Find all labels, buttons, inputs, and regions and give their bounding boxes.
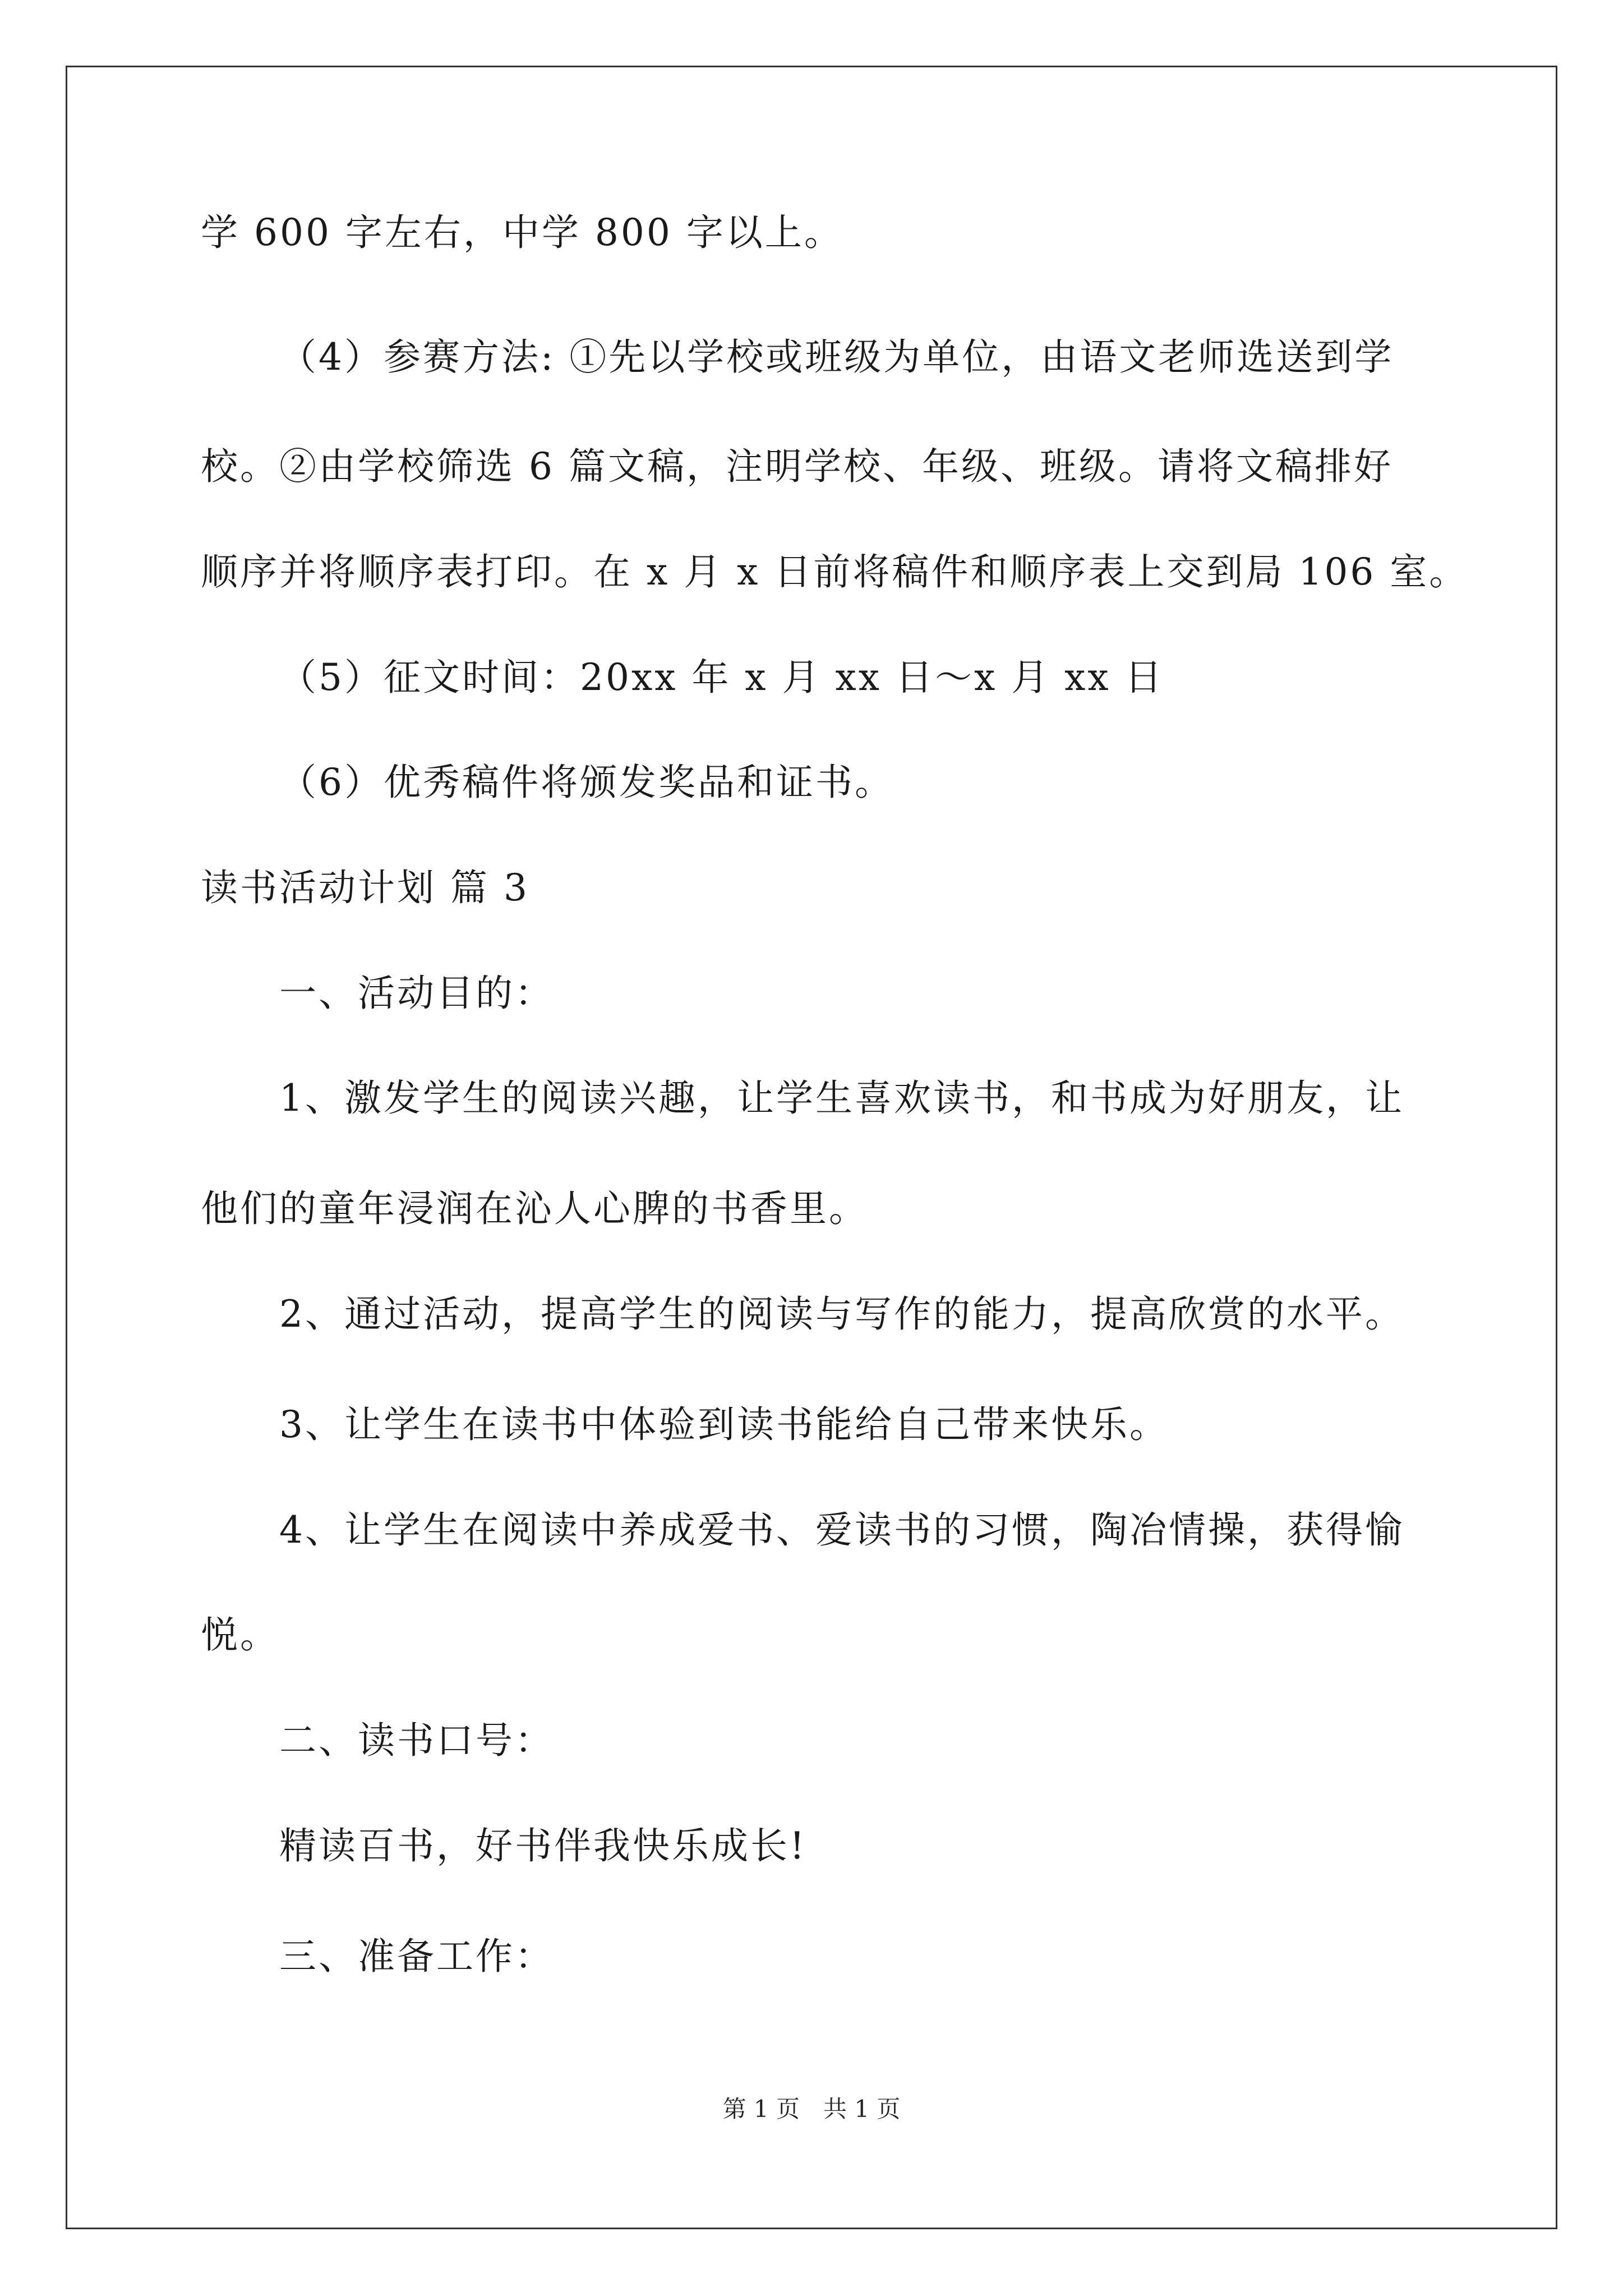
text-line: 悦。 [201,1613,279,1657]
text-line: （4）参赛方法: ①先以学校或班级为单位，由语文老师选送到学 [279,335,1394,379]
text-line: 校。②由学校筛选 6 篇文稿，注明学校、年级、班级。请将文稿排好 [201,445,1393,488]
section-heading: 读书活动计划 篇 3 [201,866,529,909]
text-line: 二、读书口号： [279,1719,554,1762]
text-line: 4、让学生在阅读中养成爱书、爱读书的习惯，陶冶情操，获得愉 [279,1508,1404,1552]
text-line: 1、激发学生的阅读兴趣，让学生喜欢读书，和书成为好朋友，让 [279,1076,1404,1120]
text-line: 一、活动目的： [279,972,554,1015]
text-line: 2、通过活动，提高学生的阅读与写作的能力，提高欣赏的水平。 [279,1292,1404,1336]
text-line: （5）征文时间：20xx 年 x 月 xx 日～x 月 xx 日 [279,656,1164,699]
page-footer: 第 1 页 共 1 页 [722,2095,901,2123]
text-line: 学 600 字左右，中学 800 字以上。 [201,211,843,254]
page-border [66,66,1557,2229]
text-line: 他们的童年浸润在沁人心脾的书香里。 [201,1187,868,1230]
text-line: （6）优秀稿件将颁发奖品和证书。 [279,761,894,804]
text-line: 3、让学生在读书中体验到读书能给自己带来快乐。 [279,1403,1169,1446]
text-line: 顺序并将顺序表打印。在 x 月 x 日前将稿件和顺序表上交到局 106 室。 [201,550,1469,593]
text-line: 三、准备工作： [279,1935,554,1978]
text-line: 精读百书，好书伴我快乐成长! [279,1824,807,1867]
